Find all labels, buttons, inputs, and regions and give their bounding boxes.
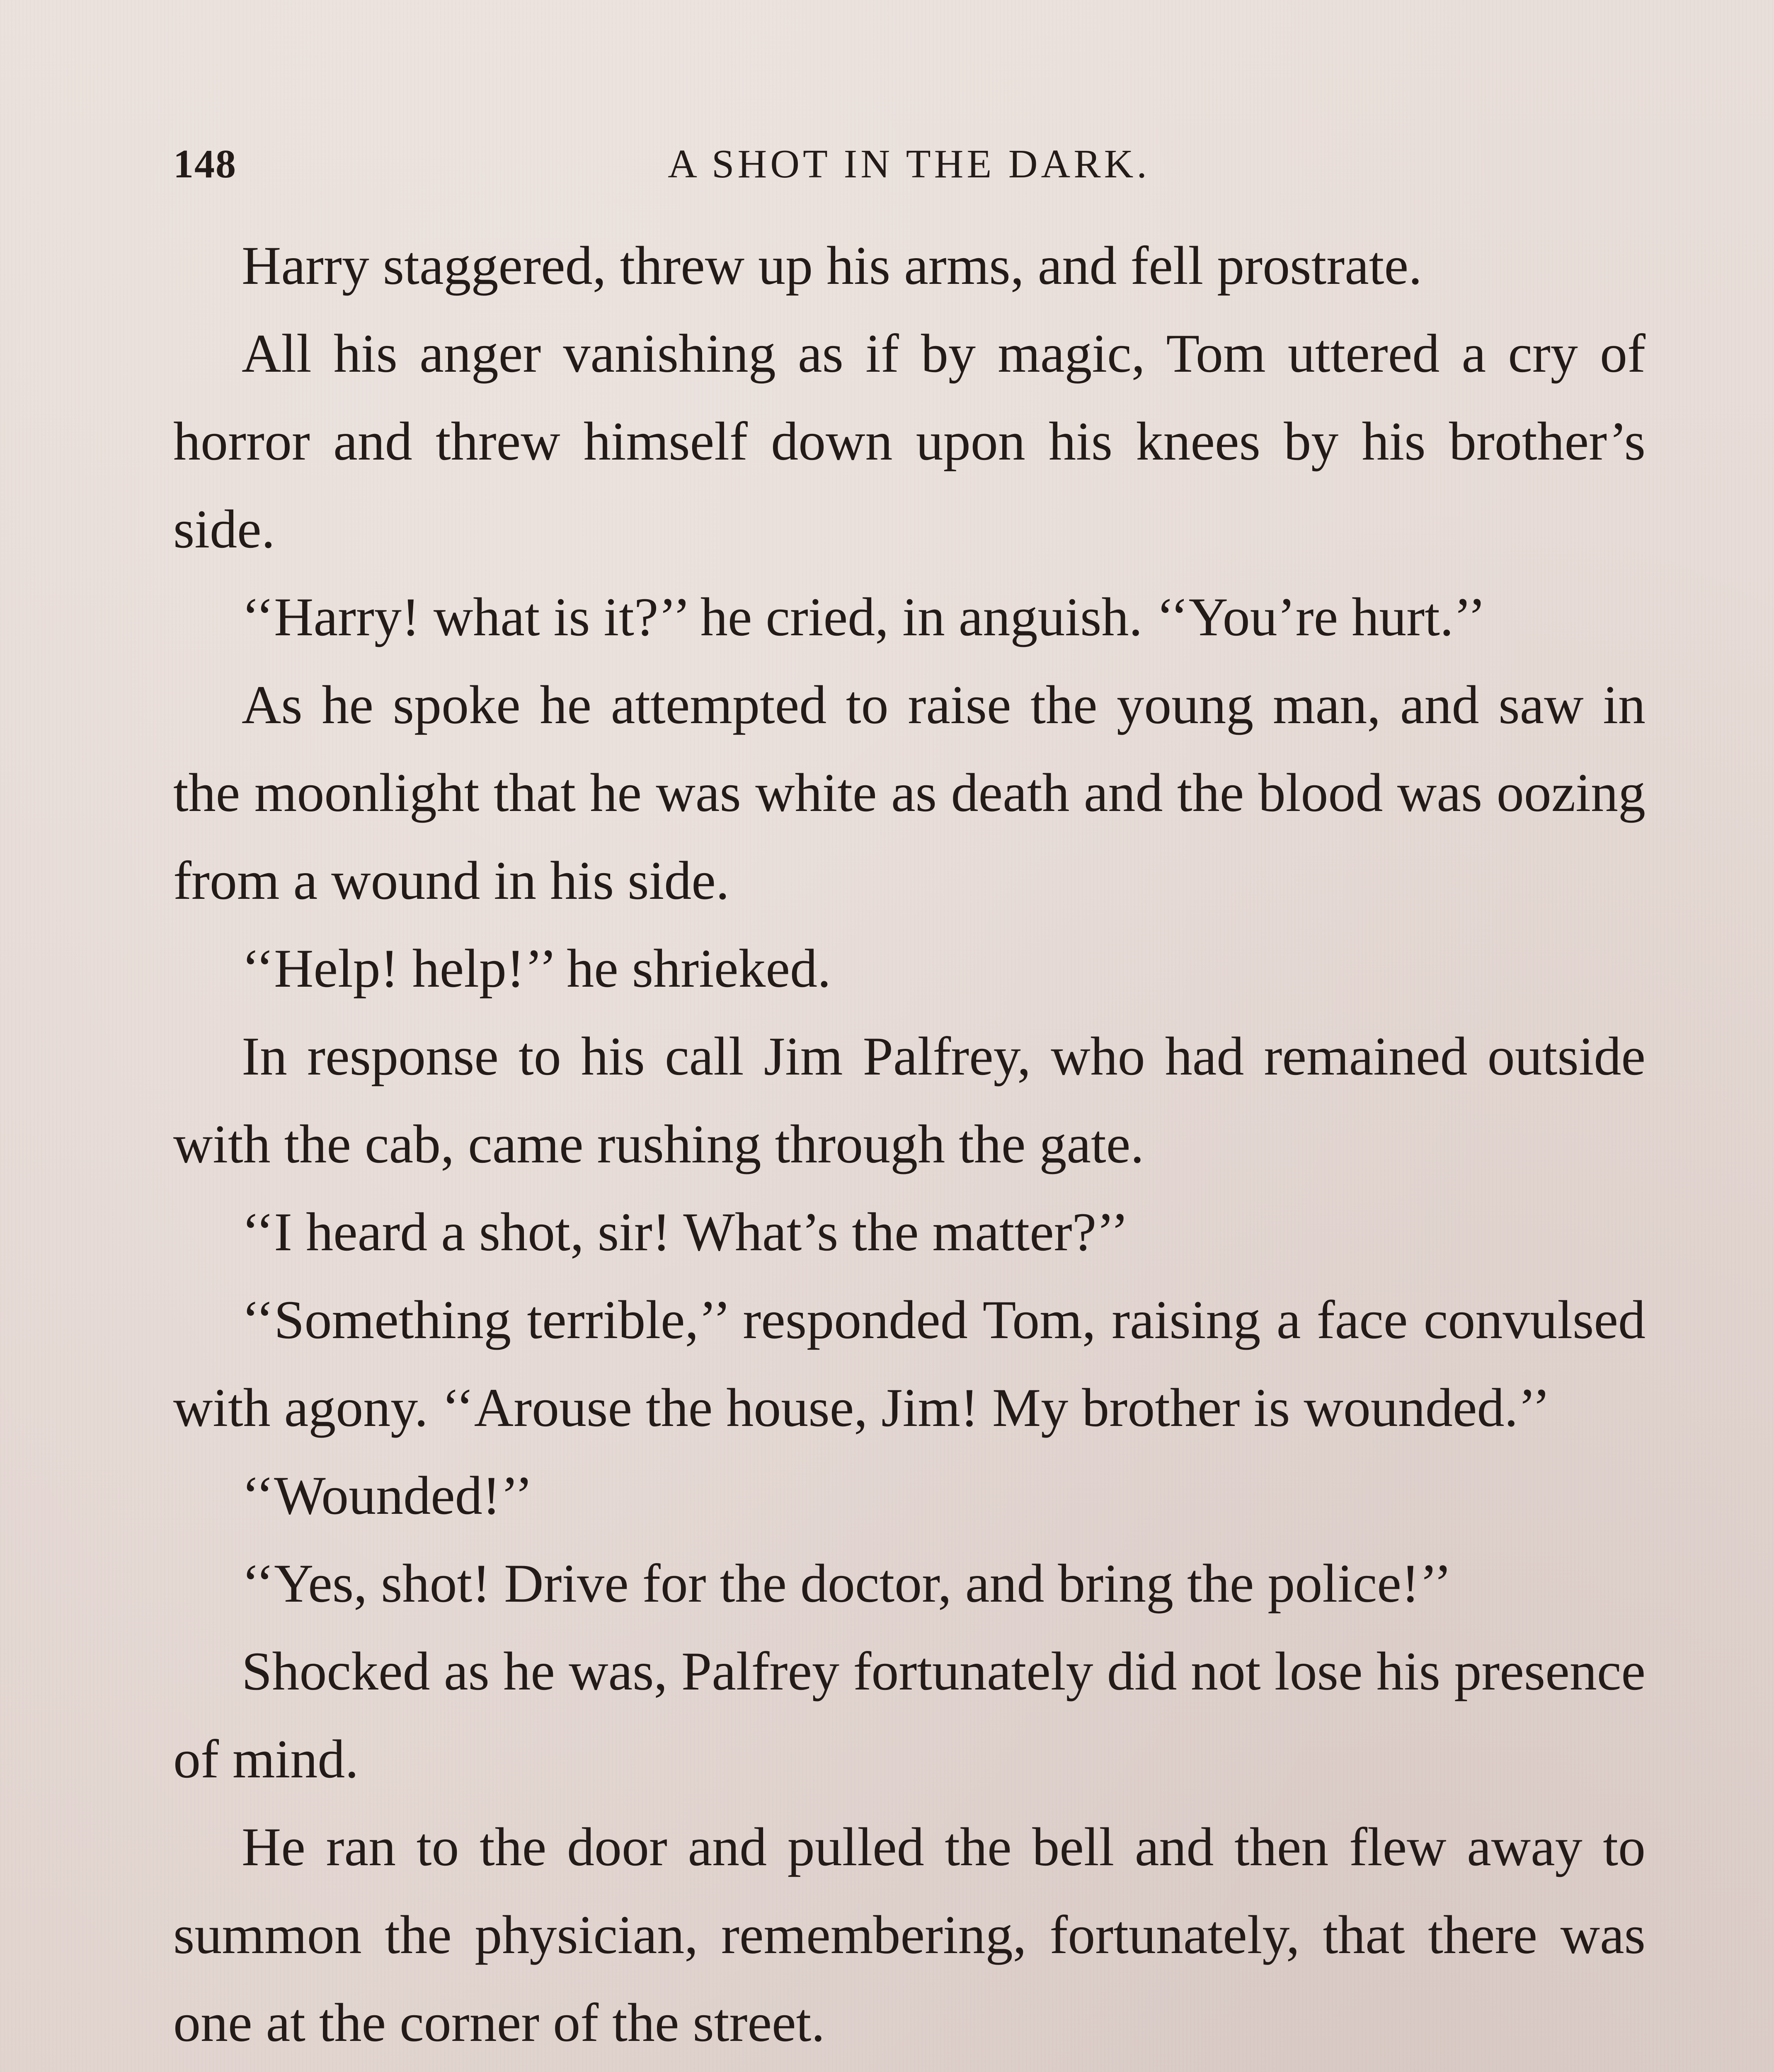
paragraph: As he spoke he attempted to raise the young man, and saw in the moonlight that he was white as death and the blood was oozing from a wound in his side.	[173, 674, 1646, 911]
body-text	[173, 222, 1646, 2072]
paragraph: ‘‘Yes, shot! Drive for the doctor, and bring the police!’’	[242, 1553, 1452, 1614]
paragraph: Shocked as he was, Palfrey fortunately did not lose his presence of mind.	[173, 1641, 1646, 1789]
paragraph: In response to his call Jim Palfrey, who had remained outside with the cab, came rushing through the gate.	[173, 1026, 1646, 1174]
paragraph: ‘‘Harry! what is it?’’ he cried, in anguish. ‘‘You’re hurt.’’	[242, 586, 1486, 647]
paragraph: Harry staggered, threw up his arms, and fell prostrate.	[242, 235, 1423, 296]
paragraph: All his anger vanishing as if by magic, Tom uttered a cry of horror and threw himself down upon his knees by his brother’s side.	[173, 323, 1646, 559]
paragraph: He ran to the door and pulled the bell and then flew away to summon the physician, remembering, fortunately, that there was one at the corner of the street.	[173, 1816, 1646, 2053]
paragraph: ‘‘I heard a shot, sir! What’s the matter?’’	[242, 1201, 1129, 1262]
page-header	[173, 141, 1645, 195]
running-head: A SHOT IN THE DARK.	[668, 142, 1150, 186]
page-number: 148	[173, 142, 237, 186]
paragraph: ‘‘Help! help!’’ he shrieked.	[242, 938, 831, 999]
paragraph: ‘‘Wounded!’’	[242, 1465, 533, 1526]
paragraph: ‘‘Something terrible,’’ responded Tom, raising a face convulsed with agony. ‘‘Arouse the house, Jim! My brother is wounded.’’	[173, 1289, 1646, 1438]
paragraph	[173, 2067, 1646, 2072]
